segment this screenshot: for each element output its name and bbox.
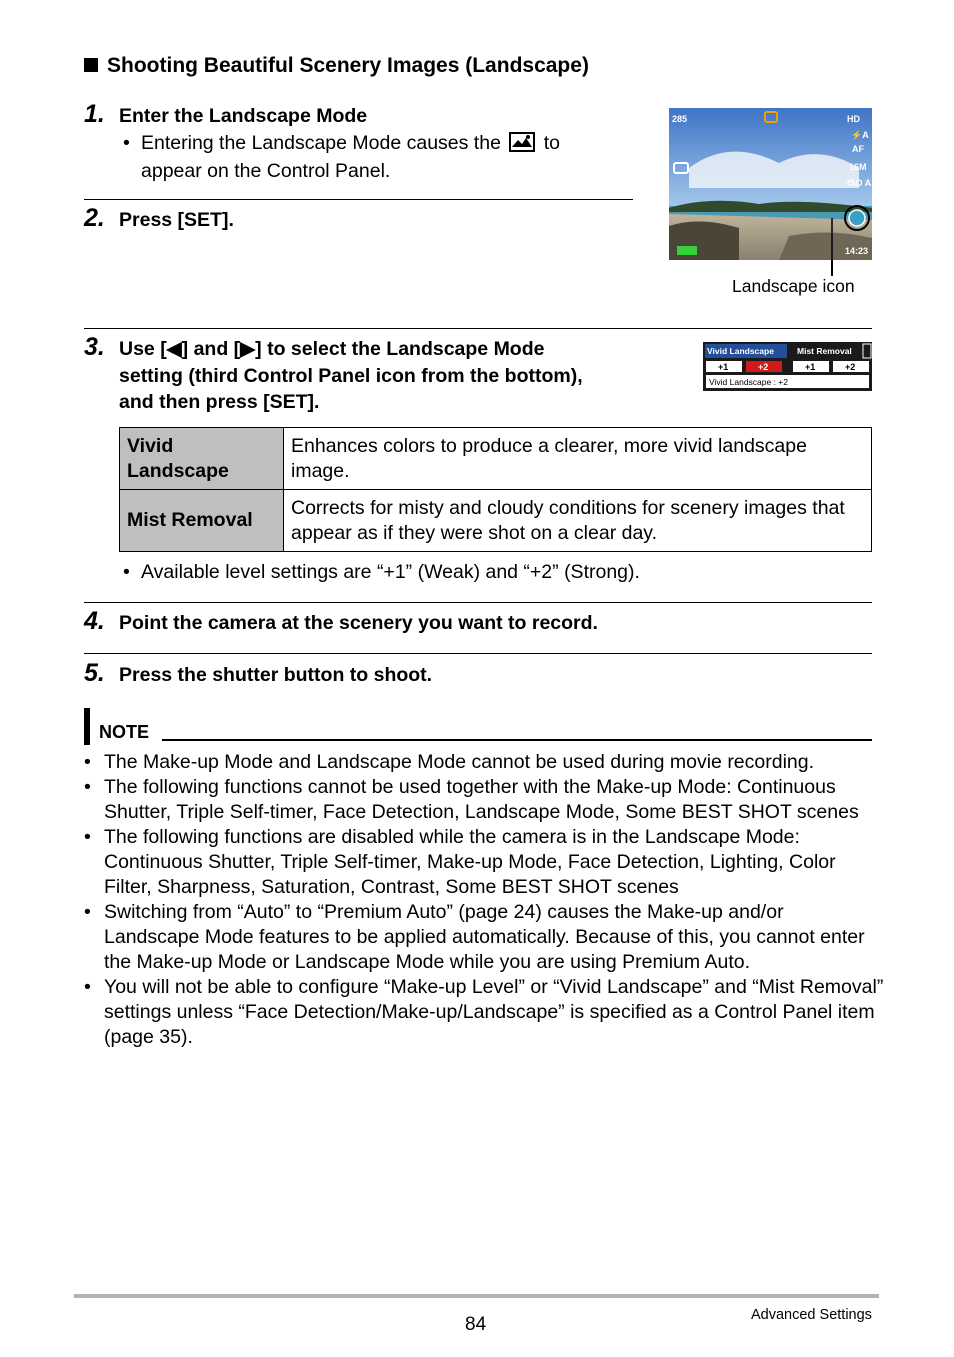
camera-screen-image bbox=[669, 108, 872, 260]
list-item: • The following functions cannot be used together with the Make-up Mode: Continuous Shutter, Triple Self-timer, Face Detection, Landscape Mode, Some BEST SHOT scenes bbox=[84, 776, 859, 823]
level-note-dot: • bbox=[123, 561, 130, 583]
square-bullet-icon bbox=[84, 58, 98, 72]
level-note: Available level settings are “+1” (Weak) and “+2” (Strong). bbox=[141, 561, 640, 583]
image-size-indicator: 16M bbox=[849, 162, 867, 172]
section-title: Shooting Beautiful Scenery Images (Landscape) bbox=[84, 54, 589, 78]
level-option-3: +1 bbox=[805, 362, 816, 372]
step-4-text: Point the camera at the scenery you want to record. bbox=[119, 612, 598, 634]
step-divider bbox=[84, 199, 633, 200]
iso-indicator: ISO A bbox=[847, 178, 872, 188]
callout-line-ext bbox=[831, 260, 833, 276]
step-3-text: Use [◀] and [▶] to select the Landscape Mode setting (third Control Panel icon from the bottom), and then press [SET]. bbox=[119, 338, 583, 413]
table-row bbox=[120, 490, 872, 552]
list-item: • Switching from “Auto” to “Premium Auto” (page 24) causes the Make-up and/or Landscape Mode features to be applied automatically. Because of this, you cannot enter the Make-up Mode or Landscape Mode while you are using Premium Auto. bbox=[84, 901, 865, 973]
step-4-number: 4. bbox=[84, 607, 105, 635]
footer-section: Advanced Settings bbox=[751, 1307, 872, 1323]
hd-indicator: HD bbox=[847, 114, 860, 124]
step-1-number: 1. bbox=[84, 100, 105, 128]
option-description: Enhances colors to produce a clearer, more vivid landscape image. bbox=[284, 428, 872, 490]
landscape-mode-icon bbox=[509, 132, 535, 159]
step-1-text: Enter the Landscape Mode bbox=[119, 105, 368, 127]
step-divider bbox=[84, 653, 872, 654]
landscape-icon-callout: Landscape icon bbox=[732, 276, 855, 296]
step-5-number: 5. bbox=[84, 659, 105, 687]
option-description: Corrects for misty and cloudy conditions for scenery images that appear as if they were shot on a clear day. bbox=[284, 490, 872, 552]
step-2-number: 2. bbox=[84, 204, 105, 232]
level-option-1: +1 bbox=[718, 362, 729, 372]
shots-remaining: 285 bbox=[672, 114, 688, 124]
options-table bbox=[119, 427, 872, 552]
note-marker bbox=[84, 708, 90, 745]
level-option-2-selected: +2 bbox=[758, 362, 769, 372]
clock: 14:23 bbox=[845, 246, 869, 256]
flash-indicator: ⚡A bbox=[851, 130, 869, 140]
control-panel-image bbox=[703, 342, 872, 391]
level-option-4: +2 bbox=[845, 362, 856, 372]
vivid-landscape-tab: Vivid Landscape bbox=[707, 346, 774, 356]
battery-icon bbox=[677, 246, 697, 255]
step-divider bbox=[84, 602, 872, 603]
table-row bbox=[120, 428, 872, 490]
list-item: • You will not be able to configure “Make-up Level” or “Vivid Landscape” and “Mist Removal” settings unless “Face Detection/Make-up/Landscape” is specified as a Control Panel item (page 35). bbox=[84, 976, 884, 1048]
note-rule bbox=[162, 739, 872, 741]
step-1-bullet: Entering the Landscape Mode causes the to appear on the Control Panel. bbox=[141, 132, 561, 182]
step-5-text: Press the shutter button to shoot. bbox=[119, 664, 433, 686]
page-number: 84 bbox=[465, 1314, 487, 1335]
landscape-icon bbox=[849, 210, 865, 226]
step-2-text: Press [SET]. bbox=[119, 209, 234, 231]
note-label: NOTE bbox=[99, 722, 150, 742]
step-divider bbox=[84, 328, 872, 329]
note-list bbox=[84, 750, 884, 1050]
list-item: • The Make-up Mode and Landscape Mode cannot be used during movie recording. bbox=[84, 751, 815, 773]
step-3-number: 3. bbox=[84, 333, 105, 361]
option-key: Mist Removal bbox=[120, 490, 284, 552]
af-indicator: AF bbox=[852, 144, 864, 154]
step-1-bullet-dot: • bbox=[123, 132, 130, 154]
list-item: • The following functions are disabled while the camera is in the Landscape Mode: Continuous Shutter, Triple Self-timer, Make-up Mode, Face Detection, Lighting, Color Filter, Sharpness, Saturation, Contrast, Some BEST SHOT scenes bbox=[84, 826, 836, 898]
mist-removal-tab: Mist Removal bbox=[797, 346, 852, 356]
footer-rule bbox=[74, 1294, 879, 1298]
option-key: Vivid Landscape bbox=[120, 428, 284, 490]
panel-status: Vivid Landscape : +2 bbox=[709, 377, 788, 387]
